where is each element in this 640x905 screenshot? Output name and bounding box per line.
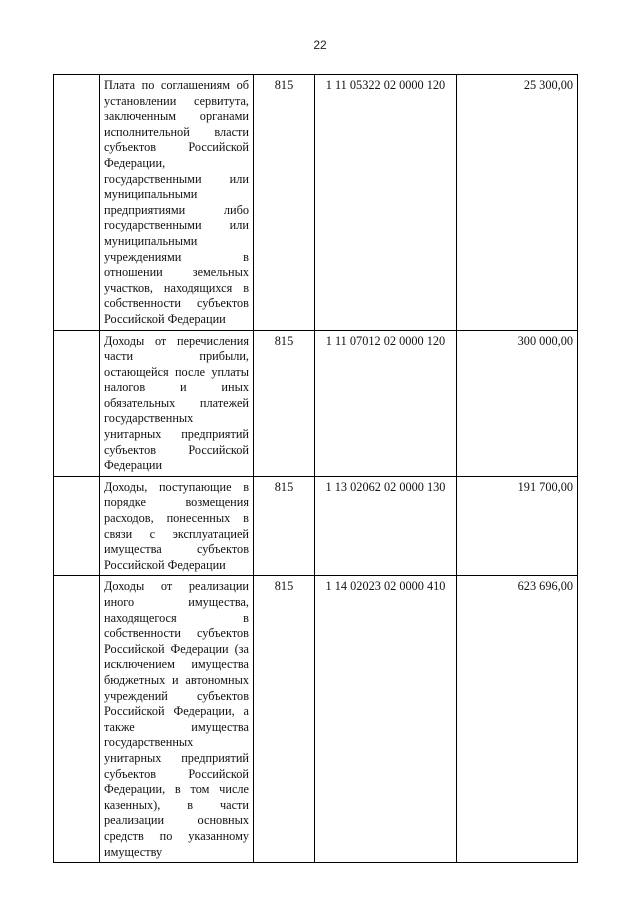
table-row [54, 576, 578, 863]
revenue-table [53, 74, 578, 863]
admin-code-cell: 815 [254, 476, 315, 576]
amount-cell: 623 696,00 [457, 576, 578, 863]
classification-code-cell: 1 11 07012 02 0000 120 [315, 330, 457, 476]
amount-cell: 300 000,00 [457, 330, 578, 476]
table-row [54, 476, 578, 576]
table-row [54, 75, 578, 331]
revenue-name-cell: Доходы, поступающие в порядке возмещения расходов, понесенных в связи с эксплуатацией имущества субъектов Российской Федерации [100, 476, 254, 576]
admin-code-cell: 815 [254, 330, 315, 476]
amount-cell: 191 700,00 [457, 476, 578, 576]
classification-code-cell: 1 11 05322 02 0000 120 [315, 75, 457, 331]
row-number-cell [54, 75, 100, 331]
table-row [54, 330, 578, 476]
row-number-cell [54, 330, 100, 476]
revenue-name-cell: Плата по соглашениям об установлении сервитута, заключенным органами исполнительной власти субъектов Российской Федерации, государственными или муниципальными предприятиями либо государственными или муниципальными учреждениями в отношении земельных участков, находящихся в собственности субъектов Российской Федерации [100, 75, 254, 331]
classification-code-cell: 1 13 02062 02 0000 130 [315, 476, 457, 576]
admin-code-cell: 815 [254, 576, 315, 863]
row-number-cell [54, 576, 100, 863]
classification-code-cell: 1 14 02023 02 0000 410 [315, 576, 457, 863]
admin-code-cell: 815 [254, 75, 315, 331]
page-number: 22 [313, 38, 327, 52]
revenue-name-cell: Доходы от реализации иного имущества, находящегося в собственности субъектов Российской Федерации (за исключением имущества бюджетных и автономных учреждений субъектов Российской Федерации, а также имущества государственных унитарных предприятий субъектов Российской Федерации, в том числе казенных), в части реализации основных средств по указанному имуществу [100, 576, 254, 863]
row-number-cell [54, 476, 100, 576]
revenue-name-cell: Доходы от перечисления части прибыли, остающейся после уплаты налогов и иных обязательных платежей государственных унитарных предприятий субъектов Российской Федерации [100, 330, 254, 476]
amount-cell: 25 300,00 [457, 75, 578, 331]
